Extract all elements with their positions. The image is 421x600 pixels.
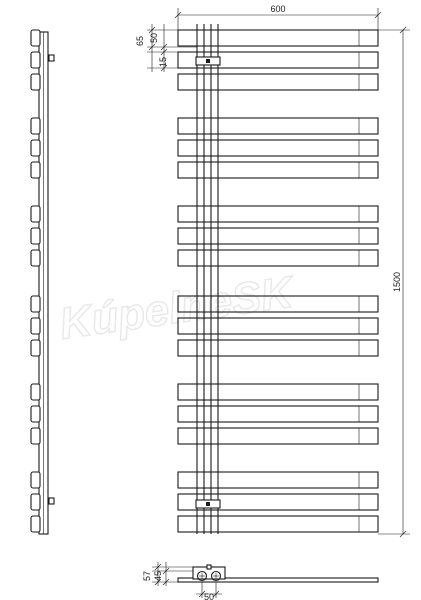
side-bar-profile [31, 428, 40, 444]
radiator-bar [178, 228, 378, 244]
radiator-bar [178, 340, 378, 356]
side-bar-profile [31, 406, 40, 422]
side-bar-profile [31, 118, 40, 134]
radiator-bar [178, 250, 378, 266]
dimension-top-stack [135, 24, 197, 72]
front-bracket-top [196, 57, 220, 65]
side-bar-profile [31, 140, 40, 156]
dimension-gap-label: 15 [158, 56, 168, 68]
radiator-bar [178, 428, 378, 444]
side-bar-profile [31, 162, 40, 178]
dimension-connection-spacing [196, 582, 222, 600]
watermark: KúpelneSK [56, 267, 296, 349]
radiator-bar [178, 384, 378, 400]
side-bar-profile [31, 250, 40, 266]
dimension-height-label: 1500 [392, 271, 402, 293]
dimension-width-label: 600 [270, 4, 286, 14]
radiator-bar [178, 30, 378, 46]
radiator-bar [178, 140, 378, 156]
side-view [31, 30, 54, 534]
side-bar-profile [31, 74, 40, 90]
dimension-height [378, 27, 410, 537]
side-bar-profile [31, 516, 40, 532]
front-bracket-bottom [196, 500, 220, 508]
dimension-depth-partial-label: 45 [153, 570, 163, 582]
dimension-top-offset-label: 65 [135, 35, 145, 47]
side-bar-profile [31, 228, 40, 244]
side-bar-profile [31, 494, 40, 510]
dimension-depth-total-label: 57 [142, 570, 152, 582]
bottom-view [178, 565, 378, 582]
dimension-connection-spacing-label: 50 [203, 592, 215, 600]
side-bar-profile [31, 30, 40, 46]
dimension-bar-height-label: 50 [149, 32, 159, 44]
side-bar-profile [31, 318, 40, 334]
radiator-bar [178, 162, 378, 178]
radiator-bar [178, 406, 378, 422]
side-bar-profile [31, 384, 40, 400]
side-bar-profile [31, 296, 40, 312]
side-bar-profile [31, 472, 40, 488]
radiator-bar [178, 516, 378, 532]
side-bar-profile [31, 206, 40, 222]
dimension-width [175, 4, 381, 30]
side-bracket-top [49, 55, 54, 61]
side-bar-profile [31, 340, 40, 356]
radiator-bar [178, 74, 378, 90]
side-bracket-bottom [49, 498, 54, 504]
radiator-bar [178, 472, 378, 488]
radiator-bar [178, 118, 378, 134]
side-bar-profile [31, 52, 40, 68]
radiator-bar [178, 206, 378, 222]
